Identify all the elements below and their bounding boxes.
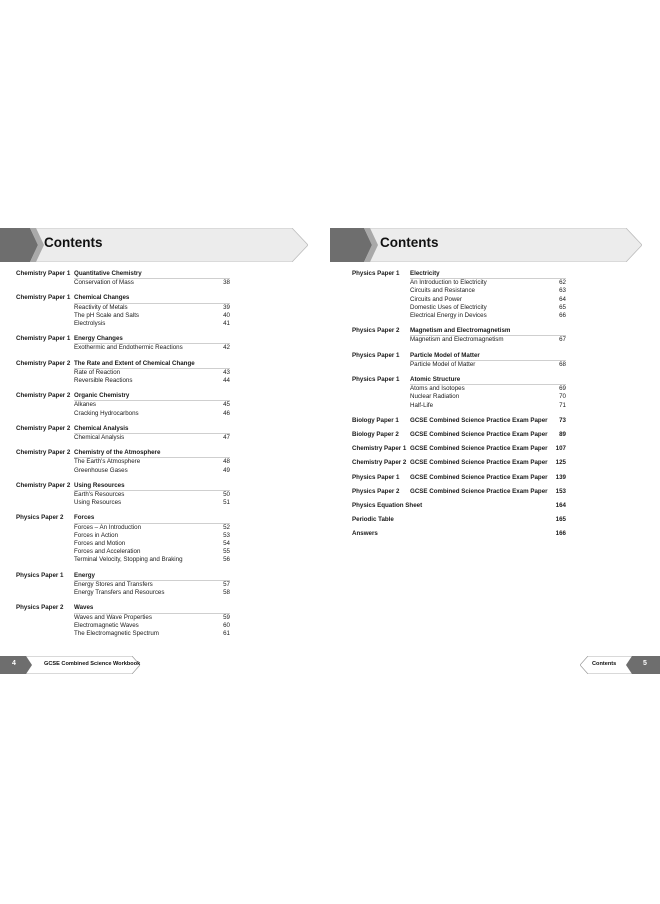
item-label: Terminal Velocity, Stopping and Braking: [74, 556, 183, 564]
topic-items: [74, 523, 230, 565]
item-page: 38: [223, 279, 230, 287]
exam-paper-page: 153: [555, 487, 566, 495]
toc-item: [74, 467, 230, 475]
extra-label: Answers: [352, 530, 378, 538]
item-label: Circuits and Resistance: [410, 287, 475, 295]
item-label: The Earth's Atmosphere: [74, 458, 141, 466]
exam-paper-page: 73: [559, 416, 566, 424]
extra-entry: [352, 502, 566, 510]
toc-item: [74, 540, 230, 548]
exam-paper-page: 107: [555, 445, 566, 453]
item-page: 45: [223, 401, 230, 409]
item-label: Forces and Acceleration: [74, 548, 141, 556]
exam-paper-label: GCSE Combined Science Practice Exam Paper: [410, 459, 548, 467]
extra-label: Physics Equation Sheet: [352, 502, 423, 510]
toc-entry: [16, 604, 230, 638]
exam-paper-row: [410, 445, 566, 453]
toc-item: [74, 499, 230, 507]
book-title: GCSE Combined Science Workbook: [44, 661, 141, 667]
toc-item: [74, 368, 230, 377]
item-label: Electrical Energy in Devices: [410, 312, 487, 320]
item-label: Circuits and Power: [410, 295, 462, 303]
contents-banner: [0, 228, 308, 262]
extra-page: 164: [555, 502, 566, 510]
topic-heading: Organic Chemistry: [74, 392, 130, 400]
item-label: Using Resources: [74, 499, 122, 507]
exam-paper-entry: [352, 459, 566, 467]
exam-paper-row: [410, 417, 566, 425]
paper-label: Physics Paper 2: [16, 514, 64, 522]
toc-item: [410, 335, 566, 344]
item-page: 57: [223, 580, 230, 588]
exam-paper-row: [410, 474, 566, 482]
item-label: Chemical Analysis: [74, 434, 125, 442]
toc-item: [74, 523, 230, 532]
paper-label: Physics Paper 1: [352, 473, 400, 481]
paper-label: Physics Paper 2: [352, 327, 400, 335]
toc-item: [74, 490, 230, 499]
paper-label: Physics Paper 1: [352, 376, 400, 384]
contents-banner: [330, 228, 642, 262]
toc-entry: [16, 572, 230, 598]
toc-item: [410, 312, 566, 320]
topic-heading: Atomic Structure: [410, 376, 461, 384]
page-title: Contents: [44, 235, 103, 250]
item-label: Half-Life: [410, 401, 434, 409]
item-page: 42: [223, 344, 230, 352]
item-page: 49: [223, 466, 230, 474]
exam-paper-page: 89: [559, 431, 566, 439]
item-page: 55: [223, 548, 230, 556]
toc-item: [74, 303, 230, 312]
exam-paper-entry: [352, 431, 566, 439]
paper-label: Physics Paper 1: [352, 270, 400, 277]
right-page: [330, 0, 660, 904]
exam-paper-entry: [352, 474, 566, 482]
item-label: Waves and Wave Properties: [74, 613, 152, 621]
toc-entry: [16, 482, 230, 508]
toc-item: [410, 278, 566, 287]
toc-item: [410, 304, 566, 312]
item-page: 54: [223, 540, 230, 548]
toc-item: [74, 410, 230, 418]
item-page: 47: [223, 434, 230, 442]
toc-item: [74, 433, 230, 442]
topic-heading: Energy: [74, 571, 95, 579]
item-label: Domestic Uses of Electricity: [410, 303, 487, 311]
topic-items: [410, 360, 566, 369]
exam-paper-row: [410, 431, 566, 439]
item-label: Conservation of Mass: [74, 279, 134, 287]
topic-items: [74, 368, 230, 385]
toc-item: [74, 580, 230, 589]
topic-heading: The Rate and Extent of Chemical Change: [74, 359, 195, 367]
toc-entry: [16, 270, 230, 287]
item-label: Alkanes: [74, 401, 97, 409]
item-page: 67: [559, 336, 566, 344]
paper-label: Chemistry Paper 2: [16, 392, 71, 400]
topic-items: [74, 433, 230, 442]
topic-items: [74, 278, 230, 287]
footer-label: Contents: [592, 661, 617, 667]
exam-paper-page: 139: [555, 473, 566, 481]
toc-item: [74, 532, 230, 540]
exam-paper-row: [410, 488, 566, 496]
toc-item: [74, 312, 230, 320]
toc-item: [74, 589, 230, 597]
extra-label: Periodic Table: [352, 516, 394, 524]
toc-entry: [16, 392, 230, 418]
toc-item: [74, 320, 230, 328]
item-page: 68: [559, 360, 566, 368]
item-page: 43: [223, 368, 230, 376]
item-page: 39: [223, 303, 230, 311]
topic-heading: Chemical Analysis: [74, 424, 129, 432]
item-page: 58: [223, 589, 230, 597]
paper-label: Physics Paper 2: [16, 604, 64, 612]
toc-item: [74, 622, 230, 630]
topic-heading: Waves: [74, 604, 94, 612]
page-footer: [0, 656, 140, 674]
topic-items: [410, 278, 566, 320]
topic-heading: Using Resources: [74, 481, 125, 489]
item-label: Forces in Action: [74, 531, 119, 539]
topic-heading: Electricity: [410, 270, 440, 277]
item-page: 65: [559, 303, 566, 311]
page-number: 5: [643, 660, 647, 667]
exam-paper-label: GCSE Combined Science Practice Exam Paper: [410, 487, 548, 495]
exam-paper-label: GCSE Combined Science Practice Exam Paper: [410, 445, 548, 453]
paper-label: Chemistry Paper 1: [16, 294, 71, 302]
topic-items: [74, 457, 230, 474]
exam-paper-label: GCSE Combined Science Practice Exam Paper: [410, 416, 548, 424]
item-page: 66: [559, 312, 566, 320]
exam-paper-page: 125: [555, 459, 566, 467]
item-page: 64: [559, 295, 566, 303]
toc-item: [410, 287, 566, 295]
toc-entry: [352, 270, 566, 320]
topic-heading: Energy Changes: [74, 335, 123, 343]
toc-entry: [16, 335, 230, 352]
toc-item: [74, 556, 230, 564]
item-label: Exothermic and Endothermic Reactions: [74, 344, 183, 352]
item-label: Reversible Reactions: [74, 377, 133, 385]
item-label: Greenhouse Gases: [74, 466, 128, 474]
paper-label: Chemistry Paper 2: [16, 449, 71, 457]
paper-label: Physics Paper 2: [352, 487, 400, 495]
exam-paper-entry: [352, 488, 566, 496]
topic-heading: Particle Model of Matter: [410, 351, 480, 359]
item-page: 40: [223, 311, 230, 319]
toc-item: [74, 548, 230, 556]
toc-item: [74, 377, 230, 385]
toc-entry: [16, 294, 230, 328]
item-page: 60: [223, 621, 230, 629]
paper-label: Chemistry Paper 1: [16, 270, 71, 277]
item-page: 70: [559, 393, 566, 401]
topic-items: [74, 613, 230, 639]
item-page: 52: [223, 523, 230, 531]
paper-label: Physics Paper 1: [352, 351, 400, 359]
item-page: 50: [223, 491, 230, 499]
toc-entry: [16, 514, 230, 564]
paper-label: Chemistry Paper 2: [352, 459, 407, 467]
item-page: 62: [559, 279, 566, 287]
item-label: Electromagnetic Waves: [74, 621, 139, 629]
item-label: Earth's Resources: [74, 491, 125, 499]
topic-items: [410, 335, 566, 344]
toc-item: [410, 384, 566, 393]
item-label: Cracking Hydrocarbons: [74, 409, 139, 417]
item-page: 51: [223, 499, 230, 507]
toc-item: [410, 296, 566, 304]
item-page: 59: [223, 613, 230, 621]
topic-items: [74, 343, 230, 352]
topic-heading: Chemistry of the Atmosphere: [74, 449, 161, 457]
item-page: 48: [223, 458, 230, 466]
toc-entry: [16, 449, 230, 475]
item-page: 46: [223, 409, 230, 417]
extra-entry: [352, 516, 566, 524]
toc-item: [74, 400, 230, 409]
item-label: Electrolysis: [74, 320, 106, 328]
item-page: 63: [559, 287, 566, 295]
toc-entry: [16, 425, 230, 442]
item-label: Atoms and Isotopes: [410, 385, 465, 393]
topic-items: [410, 384, 566, 410]
extra-page: 166: [555, 530, 566, 538]
paper-label: Chemistry Paper 1: [16, 335, 71, 343]
topic-items: [74, 490, 230, 507]
exam-paper-entry: [352, 445, 566, 453]
topic-items: [74, 400, 230, 417]
exam-paper-label: GCSE Combined Science Practice Exam Paper: [410, 473, 548, 481]
extra-entry: [352, 530, 566, 538]
extra-page: 165: [555, 516, 566, 524]
page-footer: [580, 656, 660, 674]
item-label: The pH Scale and Salts: [74, 311, 140, 319]
paper-label: Chemistry Paper 1: [352, 445, 407, 453]
paper-label: Physics Paper 1: [16, 571, 64, 579]
paper-label: Biology Paper 1: [352, 416, 399, 424]
toc-entry: [352, 352, 566, 369]
item-label: Forces and Motion: [74, 540, 126, 548]
item-label: The Electromagnetic Spectrum: [74, 629, 159, 637]
banner-shape: [330, 228, 642, 262]
toc-item: [74, 613, 230, 622]
item-label: Forces – An Introduction: [74, 523, 142, 531]
topic-items: [74, 303, 230, 329]
item-label: Reactivity of Metals: [74, 303, 128, 311]
topic-heading: Quantitative Chemistry: [74, 270, 142, 277]
page-number: 4: [12, 660, 16, 667]
toc-item: [74, 278, 230, 287]
toc-item: [74, 343, 230, 352]
item-page: 61: [223, 629, 230, 637]
topic-items: [74, 580, 230, 597]
page-title: Contents: [380, 235, 439, 250]
toc-item: [410, 360, 566, 369]
exam-paper-label: GCSE Combined Science Practice Exam Paper: [410, 431, 548, 439]
exam-paper-row: [410, 459, 566, 467]
item-label: Particle Model of Matter: [410, 360, 476, 368]
toc-entry: [352, 376, 566, 410]
contents-list: [16, 270, 230, 645]
item-page: 44: [223, 377, 230, 385]
item-label: Energy Stores and Transfers: [74, 580, 153, 588]
toc-entry: [352, 327, 566, 344]
item-page: 71: [559, 401, 566, 409]
item-page: 53: [223, 531, 230, 539]
paper-label: Chemistry Paper 2: [16, 481, 71, 489]
toc-item: [410, 402, 566, 410]
toc-item: [410, 393, 566, 401]
item-label: Nuclear Radiation: [410, 393, 460, 401]
paper-label: Chemistry Paper 2: [16, 359, 71, 367]
item-label: Energy Transfers and Resources: [74, 589, 165, 597]
topic-heading: Chemical Changes: [74, 294, 130, 302]
paper-label: Chemistry Paper 2: [16, 424, 71, 432]
item-page: 41: [223, 320, 230, 328]
toc-item: [74, 457, 230, 466]
item-page: 69: [559, 385, 566, 393]
item-label: An Introduction to Electricity: [410, 279, 487, 287]
exam-paper-entry: [352, 417, 566, 425]
topic-heading: Magnetism and Electromagnetism: [410, 327, 511, 335]
toc-entry: [16, 360, 230, 386]
item-label: Rate of Reaction: [74, 368, 121, 376]
item-page: 56: [223, 556, 230, 564]
item-label: Magnetism and Electromagnetism: [410, 336, 504, 344]
topic-heading: Forces: [74, 514, 95, 522]
paper-label: Biology Paper 2: [352, 431, 399, 439]
contents-list: [352, 270, 566, 545]
toc-item: [74, 630, 230, 638]
